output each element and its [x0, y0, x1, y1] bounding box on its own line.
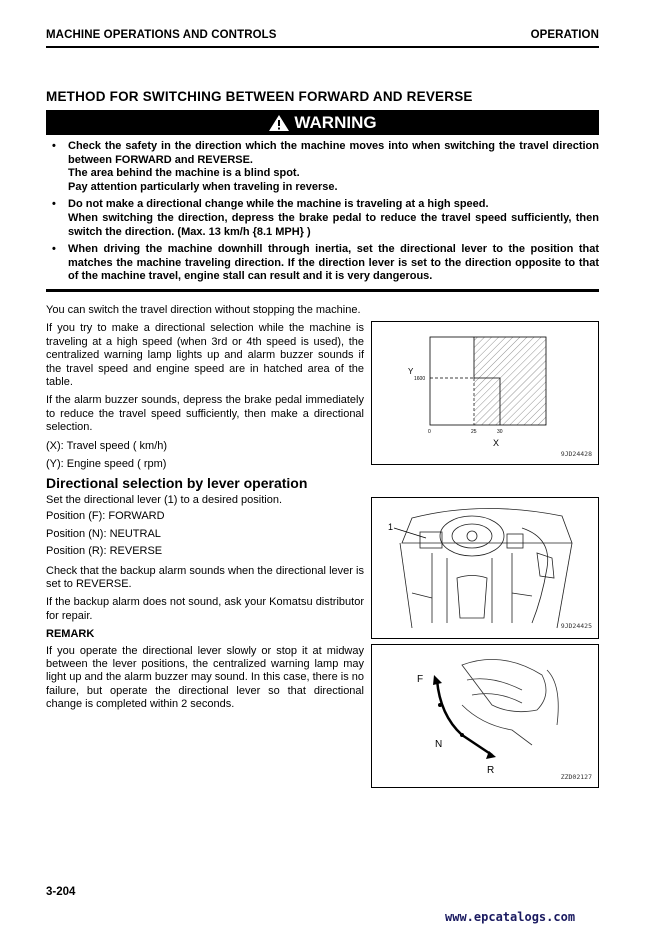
warning-line: Check the safety in the direction which the machine moves into when switching the travel direction between FORWARD and REVERSE. — [68, 140, 599, 166]
legend-x: (X): Travel speed ( km/h) — [46, 439, 168, 452]
y-tick-label: 1600 — [414, 376, 426, 382]
position-label-r: R — [487, 765, 495, 776]
cab-lever-figure — [371, 497, 599, 639]
running-header-right: OPERATION — [530, 29, 599, 41]
remark-title: REMARK — [46, 628, 95, 641]
warning-list — [46, 140, 599, 288]
section-title: METHOD FOR SWITCHING BETWEEN FORWARD AND REVERSE — [46, 89, 473, 104]
subsection-paragraph: Set the directional lever (1) to a desired position. — [46, 494, 283, 506]
subsection-paragraph: Check that the backup alarm sounds when the directional lever is set to REVERSE. — [46, 564, 364, 591]
lever-positions-figure — [371, 644, 599, 788]
warning-item — [46, 243, 599, 284]
lever-arc-upper — [437, 680, 462, 735]
cab-illustration — [372, 498, 598, 638]
lever-arc-lower — [462, 735, 492, 755]
subsection-paragraph: If the backup alarm does not sound, ask your Komatsu distributor for repair. — [46, 596, 364, 622]
warning-label: WARNING — [294, 112, 377, 132]
intro-paragraph: You can switch the travel direction without stopping the machine. — [46, 304, 361, 316]
warning-bottom-rule — [46, 289, 599, 292]
bullet: • — [52, 140, 56, 152]
x-tick-label: 0 — [428, 429, 431, 435]
bullet: • — [52, 198, 56, 211]
subsection-title: Directional selection by lever operation — [46, 475, 308, 491]
warning-item — [46, 140, 599, 194]
position-neutral: Position (N): NEUTRAL — [46, 527, 161, 540]
intro-paragraph: If the alarm buzzer sounds, depress the brake pedal immediately to reduce the travel speed sufficiently, then make a directional selection. — [46, 394, 364, 434]
forward-arrowhead — [433, 675, 442, 685]
position-reverse: Position (R): REVERSE — [46, 545, 163, 558]
warning-banner — [46, 110, 599, 135]
warning-line: When driving the machine downhill through inertia, set the directional lever to the position that matches the machine traveling direction. If the direction lever is set to the direction opposite to that of the machine travel, engine stall can result and it is very dangerous. — [68, 243, 599, 283]
subsection-text — [46, 494, 364, 717]
warning-line: When switching the direction, depress the brake pedal to reduce the travel speed sufficiently, then switch the direction. (Max. 13 km/h {8.1 MPH} ) — [68, 211, 599, 238]
warning-triangle-icon — [268, 114, 290, 132]
callout-leader — [394, 528, 426, 538]
warning-item — [46, 198, 599, 239]
intro-text — [46, 304, 364, 476]
intro-paragraph: If you try to make a directional selection while the machine is traveling at a high speed (when 3rd or 4th speed is used), the centralized warning lamp lights up and alarm buzzer sounds if the travel speed and engine speed are in hatched area of the table. — [46, 322, 364, 389]
figure-code: ZZD02127 — [560, 773, 592, 781]
warning-line: Do not make a directional change while the machine is traveling at a high speed. — [68, 198, 489, 211]
warning-line: The area behind the machine is a blind spot. — [68, 167, 300, 180]
y-axis-label: Y — [408, 367, 414, 376]
lever-illustration — [372, 645, 598, 787]
watermark: www.epcatalogs.com — [445, 910, 576, 924]
x-axis-label: X — [493, 438, 500, 448]
figure-code: 9JD24428 — [560, 450, 592, 458]
callout-number: 1 — [388, 522, 394, 532]
figure-code: 9JD24425 — [560, 622, 592, 630]
x-tick-label: 25 — [471, 429, 477, 435]
page-number: 3-204 — [46, 886, 76, 898]
speed-chart-figure — [371, 321, 599, 465]
position-label-n: N — [435, 739, 443, 750]
header-rule — [46, 46, 599, 48]
speed-chart — [372, 322, 598, 464]
running-header-left: MACHINE OPERATIONS AND CONTROLS — [46, 29, 277, 41]
hatched-area — [474, 337, 546, 425]
remark-text: If you operate the directional lever slowly or stop it at midway between the lever positions, the centralized warning lamp may light up and the alarm buzzer may sound. In this case, there is no failure, but operate the directional lever so that directional change is completed within 2 seconds. — [46, 644, 364, 711]
position-forward: Position (F): FORWARD — [46, 510, 165, 523]
x-tick-label: 30 — [497, 429, 503, 435]
warning-line: Pay attention particularly when traveling in reverse. — [68, 180, 338, 193]
bullet: • — [52, 243, 56, 256]
legend-y: (Y): Engine speed ( rpm) — [46, 458, 167, 471]
position-label-f: F — [417, 674, 424, 685]
